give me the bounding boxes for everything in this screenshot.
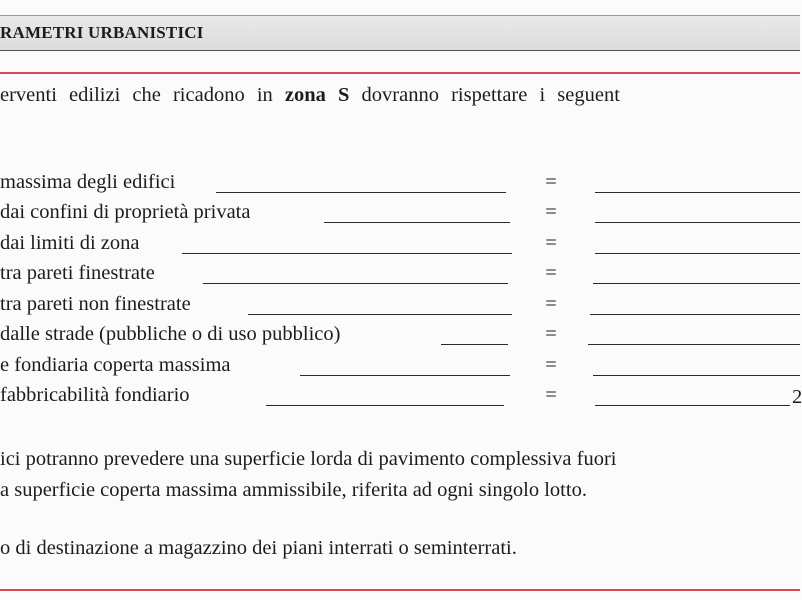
param-label: tra pareti non finestrate [0, 293, 191, 315]
param-label: tra pareti finestrate [0, 262, 155, 284]
value-line [588, 344, 800, 345]
leader-line [203, 283, 508, 284]
leader-line [441, 344, 508, 345]
param-label: dai limiti di zona [0, 232, 140, 254]
param-label: dai confini di proprietà privata [0, 201, 251, 223]
param-label: dalle strade (pubbliche o di uso pubblico) [0, 323, 341, 345]
leader-line [324, 222, 510, 223]
intro-before: erventi edilizi che ricadono in [0, 84, 273, 106]
leader-line [266, 405, 504, 406]
leader-line [216, 192, 506, 193]
param-row [0, 290, 800, 320]
equals-sign: = [545, 262, 557, 284]
section-title: RAMETRI URBANISTICI [0, 23, 204, 42]
value-line [593, 375, 800, 376]
leader-line [300, 375, 510, 376]
param-label: massima degli edifici [0, 171, 176, 193]
leader-line [182, 253, 512, 254]
param-row [0, 381, 800, 411]
top-red-rule [0, 72, 800, 74]
section-header [0, 15, 800, 51]
leader-line [248, 314, 512, 315]
param-row [0, 198, 800, 228]
param-row [0, 229, 800, 259]
bottom-red-rule [0, 589, 800, 591]
paragraph-line: o di destinazione a magazzino dei piani interrati o seminterrati. [0, 537, 517, 559]
value-line [595, 192, 800, 193]
paragraph-line: a superficie coperta massima ammissibile, riferita ad ogni singolo lotto. [0, 479, 587, 501]
intro-sentence [0, 84, 800, 107]
value-line [595, 253, 800, 254]
equals-sign: = [545, 171, 557, 193]
equals-sign: = [545, 201, 557, 223]
zone-name: zona S [284, 84, 350, 106]
value-line [595, 405, 790, 406]
param-row [0, 351, 800, 381]
param-value: 2 [792, 386, 802, 408]
equals-sign: = [545, 354, 557, 376]
equals-sign: = [545, 323, 557, 345]
param-label: e fondiaria coperta massima [0, 354, 231, 376]
intro-after: dovranno rispettare i seguent [361, 84, 620, 106]
value-line [590, 314, 800, 315]
value-line [595, 222, 800, 223]
value-line [593, 283, 800, 284]
equals-sign: = [545, 384, 557, 406]
equals-sign: = [545, 232, 557, 254]
param-row [0, 320, 800, 350]
param-label: fabbricabilità fondiario [0, 384, 190, 406]
equals-sign: = [545, 293, 557, 315]
param-row [0, 168, 800, 198]
paragraph-line: ici potranno prevedere una superficie lorda di pavimento complessiva fuori [0, 448, 617, 470]
param-row [0, 259, 800, 289]
